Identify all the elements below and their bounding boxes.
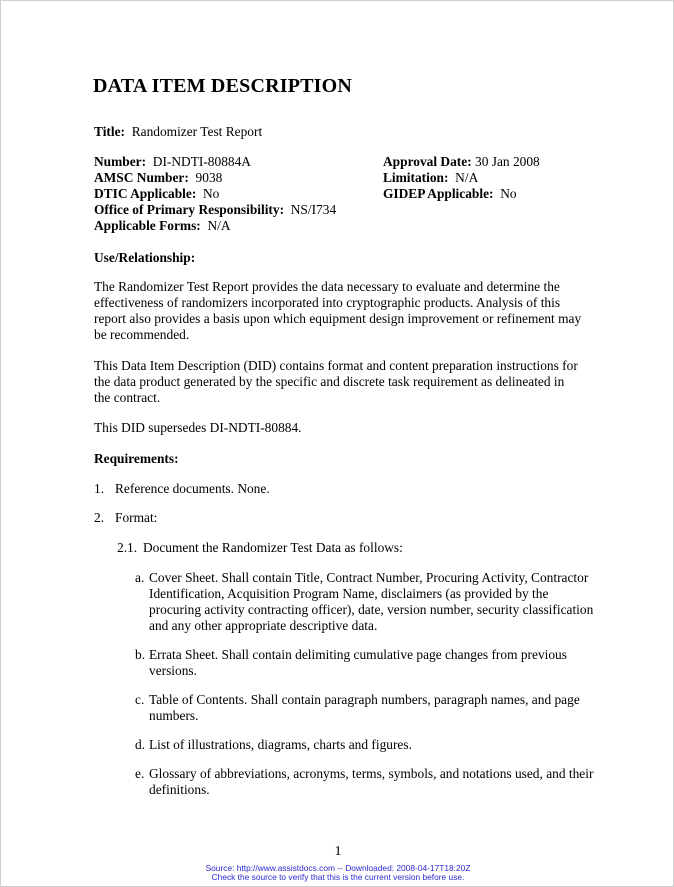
lettered-item-e-text: Glossary of abbreviations, acronyms, terms, symbols, and notations used, and their definitions.: [149, 766, 594, 797]
field-value: No: [500, 186, 517, 201]
field-label: Approval Date:: [383, 154, 472, 169]
title-line: [94, 124, 262, 140]
field-approval-date: [383, 154, 540, 170]
lettered-item-b-letter: b.: [135, 647, 146, 662]
field-label: GIDEP Applicable:: [383, 186, 494, 201]
use-relationship-heading: Use/Relationship:: [94, 250, 196, 265]
lettered-item-b-text: Errata Sheet. Shall contain delimiting cumulative page changes from previous versions.: [149, 647, 567, 678]
field-value: DI-NDTI-80884A: [152, 154, 251, 169]
field-amsc-number: [94, 170, 222, 186]
field-label: Limitation:: [383, 170, 449, 185]
footer-verify-line: Check the source to verify that this is the current version before use.: [211, 872, 465, 882]
item-text: Format:: [115, 510, 158, 525]
document-heading: DATA ITEM DESCRIPTION: [93, 75, 353, 97]
lettered-item-a-text: Cover Sheet. Shall contain Title, Contract Number, Procuring Activity, Contractor Identification, Acquisition Program Name, disclaimers (as provided by the procuring activity contracting officer), date, version number, security classification and any other appropriate descriptive data.: [149, 570, 594, 633]
field-number: [94, 154, 251, 170]
item-number: 1.: [94, 481, 105, 496]
item-text: Reference documents. None.: [115, 481, 270, 496]
lettered-item-d-letter: d.: [135, 737, 146, 752]
title-value: Randomizer Test Report: [131, 124, 263, 139]
field-value: 9038: [195, 170, 223, 185]
requirements-heading: Requirements:: [94, 451, 179, 466]
field-label: Office of Primary Responsibility:: [94, 202, 285, 217]
requirement-item-2: [94, 510, 158, 526]
item-number: 2.: [94, 510, 105, 525]
field-label: Number:: [94, 154, 147, 169]
subitem-text: Document the Randomizer Test Data as follows:: [143, 540, 403, 555]
page-number: 1: [334, 844, 342, 859]
use-paragraph-3: This DID supersedes DI-NDTI-80884.: [94, 420, 302, 435]
field-label: AMSC Number:: [94, 170, 189, 185]
requirement-subitem-2-1: [117, 540, 403, 556]
use-paragraph-2: This Data Item Description (DID) contains format and content preparation instructions for the data product generated by the specific and discrete task requirement as delineated in the contract.: [94, 358, 578, 405]
field-label: DTIC Applicable:: [94, 186, 197, 201]
lettered-item-e-letter: e.: [135, 766, 145, 781]
lettered-item-c-text: Table of Contents. Shall contain paragraph numbers, paragraph names, and page numbers.: [149, 692, 580, 723]
requirement-item-1: [94, 481, 270, 497]
lettered-item-d-text: List of illustrations, diagrams, charts and figures.: [149, 737, 412, 752]
field-value: N/A: [207, 218, 231, 233]
lettered-item-a-letter: a.: [135, 570, 145, 585]
field-label: Applicable Forms:: [94, 218, 201, 233]
title-label: Title:: [94, 124, 125, 139]
field-value: 30 Jan 2008: [475, 154, 540, 169]
field-office-primary-responsibility: [94, 202, 336, 218]
field-dtic-applicable: [94, 186, 219, 202]
subitem-number: 2.1.: [117, 540, 138, 555]
lettered-item-c-letter: c.: [135, 692, 145, 707]
footer-source-line: Source: http://www.assistdocs.com -- Downloaded: 2008-04-17T18:20Z: [205, 863, 471, 873]
field-value: NS/I734: [290, 202, 337, 217]
use-paragraph-1: The Randomizer Test Report provides the data necessary to evaluate and determine the effectiveness of randomizers incorporated into cryptographic products. Analysis of this report also provides a basis upon which equipment design improvement or refinement may be recommended.: [94, 279, 582, 342]
field-limitation: [383, 170, 478, 186]
field-gidep-applicable: [383, 186, 517, 202]
field-value: N/A: [455, 170, 479, 185]
field-applicable-forms: [94, 218, 231, 234]
field-value: No: [203, 186, 220, 201]
